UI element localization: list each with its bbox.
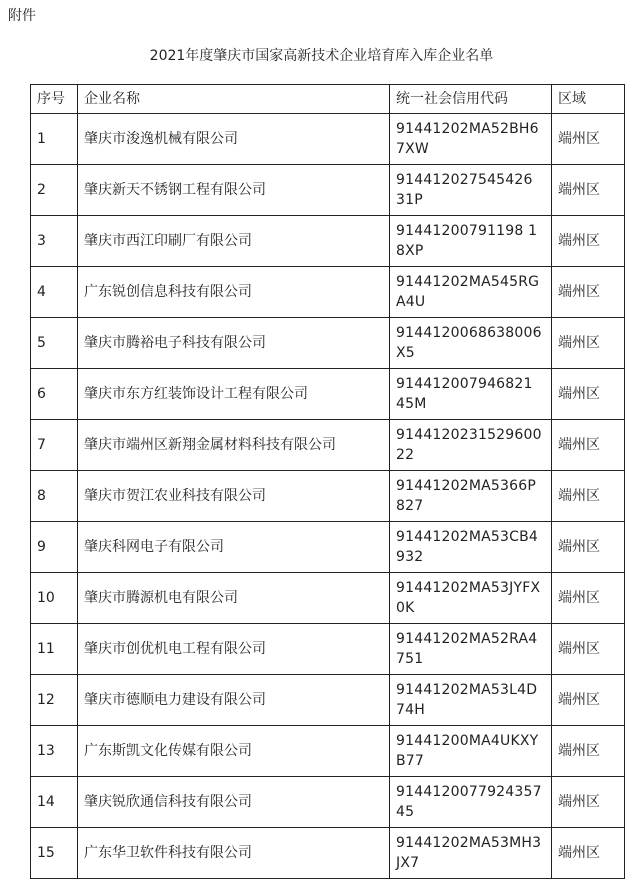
cell-company-name: 肇庆市东方红装饰设计工程有限公司 — [78, 369, 390, 420]
table-row — [31, 216, 625, 267]
cell-no: 4 — [31, 267, 78, 318]
cell-company-name: 肇庆市端州区新翔金属材料科技有限公司 — [78, 420, 390, 471]
table-row — [31, 624, 625, 675]
cell-credit-code: 914412007792435745 — [390, 777, 552, 828]
cell-credit-code: 91441202MA545RGA4U — [390, 267, 552, 318]
table-row — [31, 573, 625, 624]
cell-no: 5 — [31, 318, 78, 369]
table-row — [31, 267, 625, 318]
cell-area: 端州区 — [552, 522, 625, 573]
cell-company-name: 肇庆市浚逸机械有限公司 — [78, 114, 390, 165]
table-row — [31, 318, 625, 369]
document-title: 2021年度肇庆市国家高新技术企业培育库入库企业名单 — [149, 48, 494, 64]
cell-no: 2 — [31, 165, 78, 216]
cell-no: 12 — [31, 675, 78, 726]
table-row — [31, 777, 625, 828]
table-row — [31, 675, 625, 726]
cell-no: 9 — [31, 522, 78, 573]
column-header-no: 序号 — [31, 85, 78, 114]
cell-credit-code: 914412023152960022 — [390, 420, 552, 471]
cell-company-name: 肇庆锐欣通信科技有限公司 — [78, 777, 390, 828]
cell-credit-code: 91441202MA52BH67XW — [390, 114, 552, 165]
cell-credit-code: 91441202MA53MH3JX7 — [390, 828, 552, 879]
cell-no: 6 — [31, 369, 78, 420]
cell-area: 端州区 — [552, 165, 625, 216]
table-header-row — [31, 85, 625, 114]
cell-no: 13 — [31, 726, 78, 777]
cell-company-name: 肇庆市创优机电工程有限公司 — [78, 624, 390, 675]
cell-credit-code: 91441202MA52RA4751 — [390, 624, 552, 675]
cell-area: 端州区 — [552, 675, 625, 726]
table-row — [31, 420, 625, 471]
cell-no: 15 — [31, 828, 78, 879]
table-row — [31, 522, 625, 573]
cell-company-name: 肇庆市西江印刷厂有限公司 — [78, 216, 390, 267]
cell-area: 端州区 — [552, 573, 625, 624]
cell-credit-code: 9144120068638006X5 — [390, 318, 552, 369]
enterprise-table — [30, 84, 625, 879]
cell-no: 3 — [31, 216, 78, 267]
cell-area: 端州区 — [552, 369, 625, 420]
cell-company-name: 肇庆市贺江农业科技有限公司 — [78, 471, 390, 522]
cell-credit-code: 914412007946821 45M — [390, 369, 552, 420]
cell-area: 端州区 — [552, 216, 625, 267]
cell-no: 10 — [31, 573, 78, 624]
cell-no: 11 — [31, 624, 78, 675]
cell-area: 端州区 — [552, 828, 625, 879]
cell-area: 端州区 — [552, 777, 625, 828]
table-body — [31, 114, 625, 879]
cell-area: 端州区 — [552, 420, 625, 471]
cell-company-name: 广东斯凯文化传媒有限公司 — [78, 726, 390, 777]
cell-company-name: 肇庆市腾裕电子科技有限公司 — [78, 318, 390, 369]
column-header-name: 企业名称 — [78, 85, 390, 114]
column-header-area: 区域 — [552, 85, 625, 114]
cell-credit-code: 91441200791198 18XP — [390, 216, 552, 267]
cell-no: 1 — [31, 114, 78, 165]
cell-credit-code: 91441202MA5366P827 — [390, 471, 552, 522]
cell-company-name: 肇庆市德顺电力建设有限公司 — [78, 675, 390, 726]
column-header-code: 统一社会信用代码 — [390, 85, 552, 114]
cell-area: 端州区 — [552, 726, 625, 777]
table-row — [31, 165, 625, 216]
cell-company-name: 肇庆市腾源机电有限公司 — [78, 573, 390, 624]
cell-no: 8 — [31, 471, 78, 522]
cell-credit-code: 91441202MA53L4D74H — [390, 675, 552, 726]
cell-area: 端州区 — [552, 267, 625, 318]
cell-credit-code: 91441200MA4UKXYB77 — [390, 726, 552, 777]
cell-area: 端州区 — [552, 318, 625, 369]
attachment-label: 附件 — [8, 8, 36, 24]
cell-area: 端州区 — [552, 624, 625, 675]
cell-credit-code: 91441202MA53JYFX0K — [390, 573, 552, 624]
table-row — [31, 369, 625, 420]
cell-company-name: 广东华卫软件科技有限公司 — [78, 828, 390, 879]
cell-credit-code: 91441202MA53CB4932 — [390, 522, 552, 573]
cell-company-name: 广东锐创信息科技有限公司 — [78, 267, 390, 318]
table-row — [31, 471, 625, 522]
table-row — [31, 726, 625, 777]
cell-no: 7 — [31, 420, 78, 471]
cell-credit-code: 914412027545426 31P — [390, 165, 552, 216]
table-row — [31, 828, 625, 879]
cell-area: 端州区 — [552, 114, 625, 165]
cell-area: 端州区 — [552, 471, 625, 522]
cell-company-name: 肇庆科网电子有限公司 — [78, 522, 390, 573]
table-row — [31, 114, 625, 165]
cell-company-name: 肇庆新天不锈钢工程有限公司 — [78, 165, 390, 216]
cell-no: 14 — [31, 777, 78, 828]
